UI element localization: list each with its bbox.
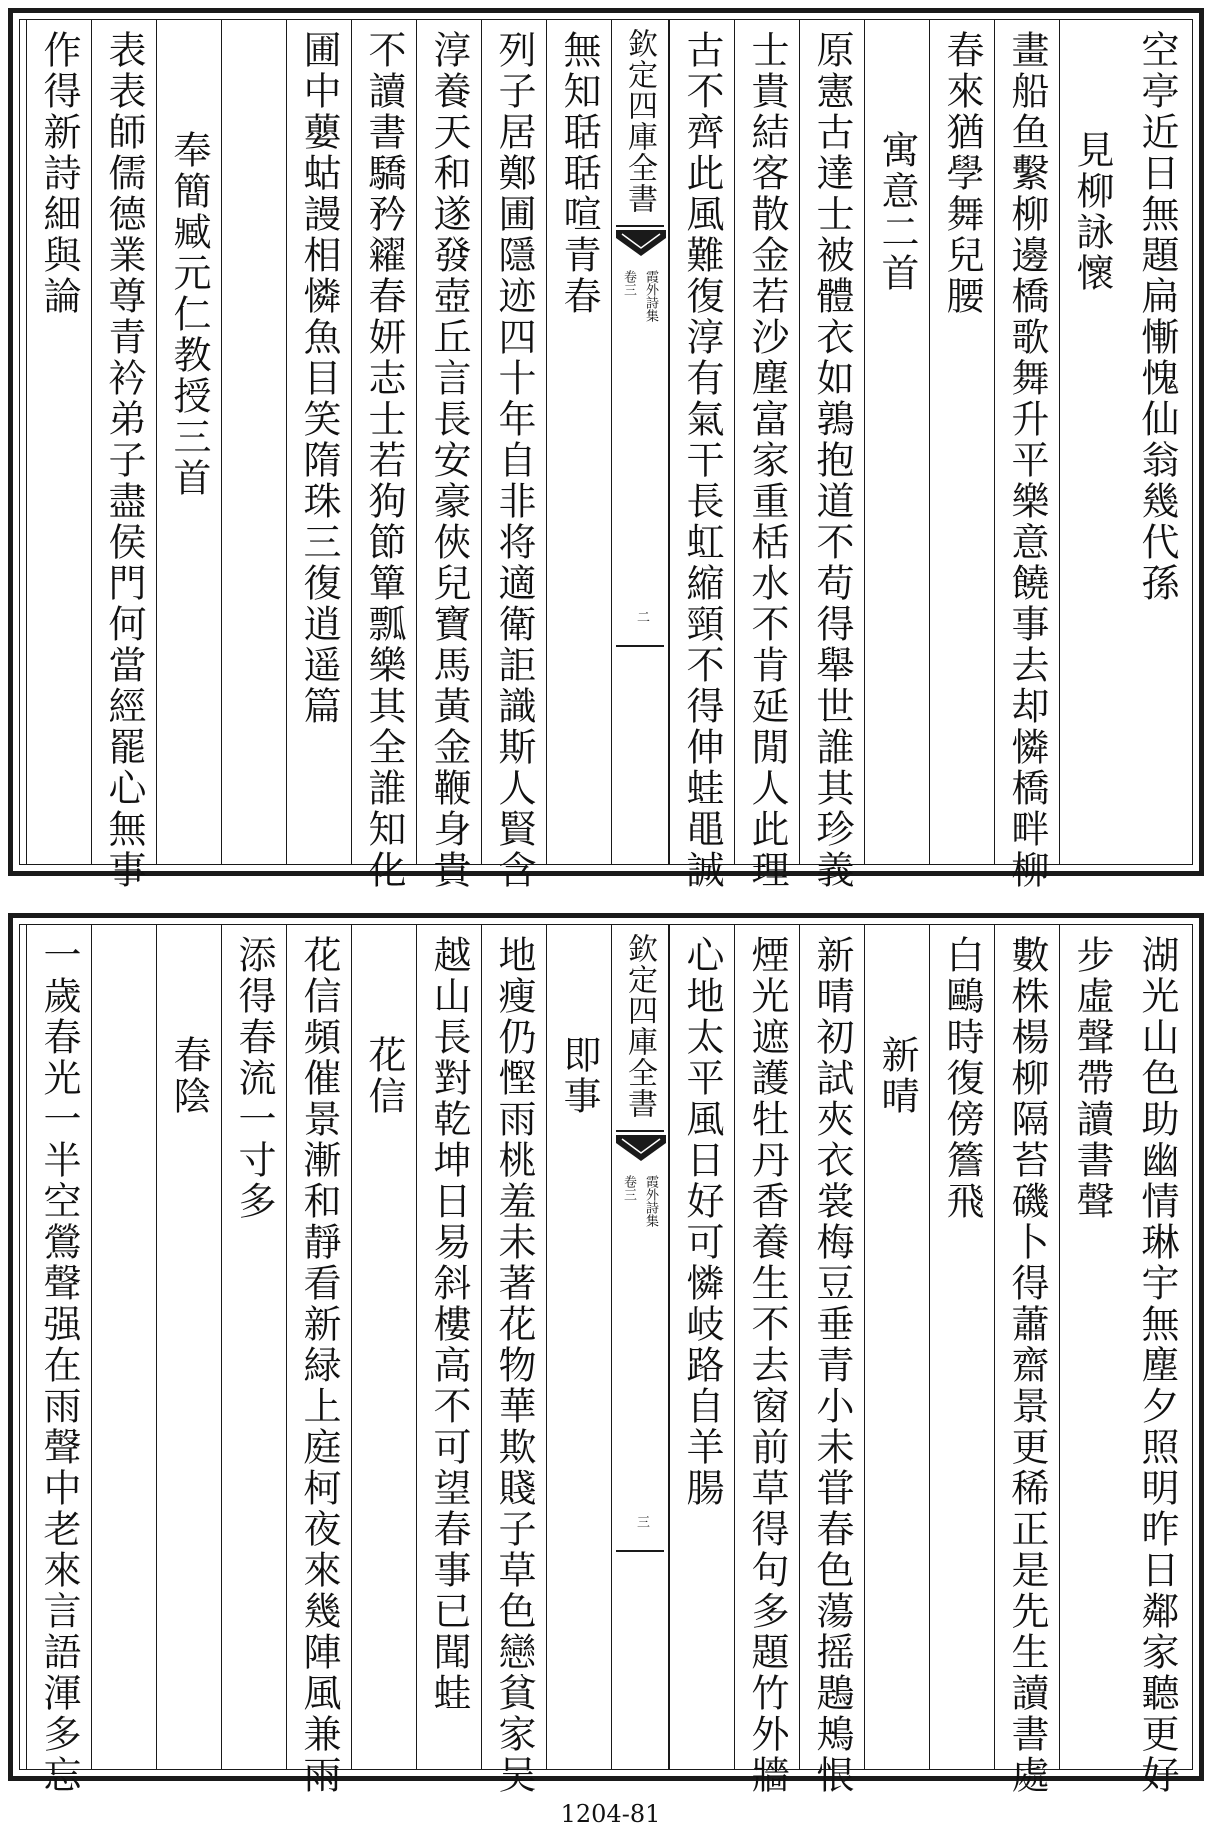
poem-title: 見柳詠懷 <box>1070 130 1114 294</box>
poem-line: 作得新詩細與論 <box>37 30 81 317</box>
page-footer-number: 1204-81 <box>560 1800 661 1828</box>
poem-line: 白鷗時復傍簷飛 <box>940 935 984 1222</box>
poem-line: 淳養天和遂發壺丘言長安豪俠兒寶馬黃金鞭身貴 <box>427 30 471 891</box>
center-volume: 卷三 <box>621 1175 636 1201</box>
text-column <box>481 20 546 891</box>
text-column <box>994 925 1059 1796</box>
fishtail-mark <box>616 1135 666 1161</box>
poem-line: 步虛聲帶讀書聲 <box>1070 935 1114 1222</box>
poem-title: 寓意二首 <box>875 130 919 294</box>
center-rule <box>616 1130 664 1132</box>
center-book-name: 霞外詩集 <box>643 1175 658 1227</box>
poem-title: 即事 <box>557 1035 601 1117</box>
text-column <box>221 925 286 1769</box>
page-bottom <box>8 913 1204 1796</box>
poem-line: 新晴初試夾衣裳梅豆垂青小未甞春色蕩摇鶗鴂恨 <box>810 935 854 1796</box>
text-column <box>286 20 351 864</box>
poem-line: 列子居鄭圃隱迹四十年自非将適衛詎識斯人賢含 <box>492 30 536 891</box>
text-column <box>156 20 221 864</box>
center-margin-column <box>611 20 669 864</box>
poem-line: 無知聒聒喧青春 <box>557 30 601 317</box>
poem-line: 一歲春光一半空鶯聲强在雨聲中老來言語渾多忘 <box>37 935 81 1796</box>
poem-line: 空亭近日無題扁慚愧仙翁幾代孫 <box>1135 30 1179 604</box>
poem-line: 圃中蘡蛄謾相憐魚目笑隋珠三復逍遥篇 <box>297 30 341 727</box>
poem-line: 不讀書驕矜糴春妍志士若狗節簞瓢樂其全誰知化 <box>362 30 406 891</box>
poem-line: 表表師儒德業尊青衿弟子盡侯門何當經罷心無事 <box>102 30 146 891</box>
center-rule <box>616 225 664 227</box>
poem-line: 春來猶學舞兒腰 <box>940 30 984 317</box>
poem-line: 畫船鱼繫柳邊橋歌舞升平樂意饒事去却憐橋畔柳 <box>1005 30 1049 891</box>
center-margin-column <box>611 925 669 1769</box>
text-column <box>26 20 91 864</box>
poem-title: 新晴 <box>875 1035 919 1117</box>
text-column <box>929 925 994 1769</box>
center-column-title: 欽定四庫全書 <box>622 933 657 1119</box>
poem-line: 花信頻催景漸和靜看新緑上庭柯夜來幾陣風兼雨 <box>297 935 341 1796</box>
center-page-number: 三 <box>634 1515 649 1528</box>
page-frame <box>19 924 1193 1796</box>
page-top <box>8 8 1204 891</box>
text-column <box>91 20 156 891</box>
poem-line: 地瘦仍慳雨桃羞未著花物華欺賤子草色戀貧家吴 <box>492 935 536 1796</box>
text-column <box>1124 925 1189 1796</box>
poem-line: 士貴結客散金若沙塵富家重栝水不肯延閒人此理 <box>745 30 789 891</box>
text-column <box>286 925 351 1796</box>
text-column <box>416 20 481 891</box>
poem-line: 煙光遮護牡丹香養生不去窗前草得句多題竹外牆 <box>745 935 789 1796</box>
poem-line: 古不齊此風難復淳有氣干長虹縮頸不得伸蛙黽誠 <box>680 30 724 891</box>
text-column <box>1124 20 1189 864</box>
text-column <box>26 925 91 1796</box>
center-column-title: 欽定四庫全書 <box>622 28 657 214</box>
center-volume: 卷三 <box>621 270 636 296</box>
text-column <box>416 925 481 1769</box>
text-column <box>546 20 611 864</box>
poem-title: 春陰 <box>167 1035 211 1117</box>
text-column <box>864 20 929 864</box>
poem-title: 花信 <box>362 1035 406 1117</box>
text-column <box>351 925 416 1769</box>
text-column <box>1059 20 1124 864</box>
poem-line: 湖光山色助幽情琳宇無塵夕照明昨日鄰家聽更好 <box>1135 935 1179 1796</box>
poem-line: 原憲古達士被體衣如鶉抱道不苟得舉世誰其珍義 <box>810 30 854 891</box>
center-rule <box>616 645 664 647</box>
center-book-name: 霞外詩集 <box>643 270 658 322</box>
text-column <box>799 20 864 891</box>
center-rule <box>616 1550 664 1552</box>
text-column <box>546 925 611 1769</box>
text-column <box>734 925 799 1796</box>
center-page-number: 二 <box>634 610 649 623</box>
text-column <box>91 925 156 1769</box>
text-column <box>994 20 1059 891</box>
text-column <box>156 925 221 1769</box>
text-column <box>669 20 734 891</box>
text-column <box>481 925 546 1796</box>
page-frame <box>19 19 1193 891</box>
text-column <box>669 925 734 1769</box>
text-column <box>221 20 286 864</box>
text-column <box>799 925 864 1796</box>
poem-line: 添得春流一寸多 <box>232 935 276 1222</box>
poem-line: 數株楊柳隔苔磯卜得蕭齋景更稀正是先生讀書處 <box>1005 935 1049 1796</box>
text-column <box>351 20 416 891</box>
text-column <box>1059 925 1124 1769</box>
text-column <box>929 20 994 864</box>
text-column <box>864 925 929 1769</box>
fishtail-mark <box>616 230 666 256</box>
poem-title: 奉簡臧元仁教授三首 <box>167 130 211 499</box>
poem-line: 心地太平風日好可憐岐路自羊腸 <box>680 935 724 1509</box>
text-column <box>734 20 799 891</box>
poem-line: 越山長對乾坤日易斜樓高不可望春事已聞蛙 <box>427 935 471 1714</box>
